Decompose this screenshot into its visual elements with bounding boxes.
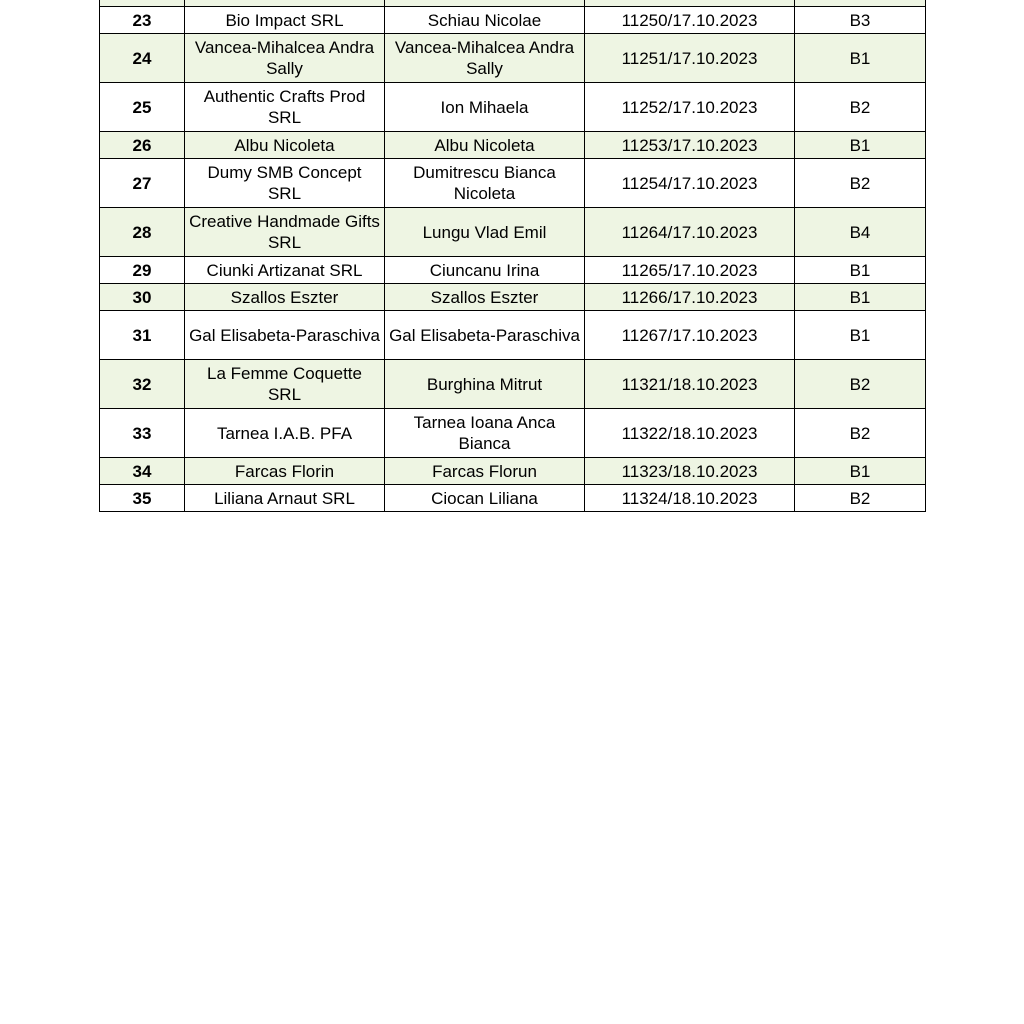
company-name-cell: Tarnea I.A.B. PFA: [185, 409, 385, 458]
company-name-cell: Dumy SMB Concept SRL: [185, 159, 385, 208]
row-number-cell: 28: [100, 208, 185, 257]
category-cell: B1: [795, 311, 926, 360]
row-number-cell: 33: [100, 409, 185, 458]
registration-number-cell: 11324/18.10.2023: [585, 485, 795, 512]
representative-cell: Ciuncanu Irina: [385, 257, 585, 284]
representative-cell: Tarnea Ioana Anca Bianca: [385, 409, 585, 458]
company-name-cell: Authentic Crafts Prod SRL: [185, 83, 385, 132]
registration-number-cell: 11265/17.10.2023: [585, 257, 795, 284]
row-number-cell: 27: [100, 159, 185, 208]
table-row: [100, 132, 926, 159]
registration-number-cell: 11254/17.10.2023: [585, 159, 795, 208]
registration-number-cell: 11323/18.10.2023: [585, 458, 795, 485]
row-number-cell: 31: [100, 311, 185, 360]
company-name-cell: Ciunki Artizanat SRL: [185, 257, 385, 284]
category-cell: B1: [795, 34, 926, 83]
row-number-cell: 23: [100, 7, 185, 34]
category-cell: B1: [795, 132, 926, 159]
registration-number-cell: 11321/18.10.2023: [585, 360, 795, 409]
category-cell: B2: [795, 485, 926, 512]
table-row: [100, 83, 926, 132]
table-row: [100, 360, 926, 409]
representative-cell: Ciocan Liliana: [385, 485, 585, 512]
row-number-cell: 26: [100, 132, 185, 159]
row-number-cell: 32: [100, 360, 185, 409]
category-cell: B3: [795, 7, 926, 34]
category-cell: B1: [795, 458, 926, 485]
category-cell: B2: [795, 360, 926, 409]
table-row: [100, 7, 926, 34]
company-name-cell: Bio Impact SRL: [185, 7, 385, 34]
category-cell: B2: [795, 409, 926, 458]
row-number-cell: 24: [100, 34, 185, 83]
participants-table: [99, 0, 926, 512]
row-number-cell: 35: [100, 485, 185, 512]
representative-cell: Albu Nicoleta: [385, 132, 585, 159]
category-cell: B4: [795, 208, 926, 257]
registration-number-cell: 11322/18.10.2023: [585, 409, 795, 458]
row-number-cell: 29: [100, 257, 185, 284]
registration-number-cell: 11250/17.10.2023: [585, 7, 795, 34]
table-row: [100, 311, 926, 360]
table-row: [100, 458, 926, 485]
representative-cell: Dumitrescu Bianca Nicoleta: [385, 159, 585, 208]
company-name-cell: Albu Nicoleta: [185, 132, 385, 159]
table-row: [100, 257, 926, 284]
representative-cell: Lungu Vlad Emil: [385, 208, 585, 257]
row-number-cell: 25: [100, 83, 185, 132]
table-row: [100, 284, 926, 311]
company-name-cell: Creative Handmade Gifts SRL: [185, 208, 385, 257]
registration-number-cell: 11253/17.10.2023: [585, 132, 795, 159]
table-row: [100, 409, 926, 458]
table-row: [100, 159, 926, 208]
registration-number-cell: 11251/17.10.2023: [585, 34, 795, 83]
registration-number-cell: 11252/17.10.2023: [585, 83, 795, 132]
representative-cell: Vancea-Mihalcea Andra Sally: [385, 34, 585, 83]
representative-cell: Szallos Eszter: [385, 284, 585, 311]
company-name-cell: Vancea-Mihalcea Andra Sally: [185, 34, 385, 83]
company-name-cell: Farcas Florin: [185, 458, 385, 485]
registration-number-cell: 11267/17.10.2023: [585, 311, 795, 360]
representative-cell: Farcas Florun: [385, 458, 585, 485]
participants-table-container: [99, 0, 925, 512]
registration-number-cell: 11266/17.10.2023: [585, 284, 795, 311]
company-name-cell: La Femme Coquette SRL: [185, 360, 385, 409]
representative-cell: Schiau Nicolae: [385, 7, 585, 34]
category-cell: B2: [795, 83, 926, 132]
table-row: [100, 208, 926, 257]
row-number-cell: 30: [100, 284, 185, 311]
registration-number-cell: 11264/17.10.2023: [585, 208, 795, 257]
table-row: [100, 34, 926, 83]
company-name-cell: Szallos Eszter: [185, 284, 385, 311]
representative-cell: Ion Mihaela: [385, 83, 585, 132]
category-cell: B1: [795, 284, 926, 311]
representative-cell: Gal Elisabeta-Paraschiva: [385, 311, 585, 360]
category-cell: B2: [795, 159, 926, 208]
row-number-cell: 34: [100, 458, 185, 485]
representative-cell: Burghina Mitrut: [385, 360, 585, 409]
company-name-cell: Liliana Arnaut SRL: [185, 485, 385, 512]
category-cell: B1: [795, 257, 926, 284]
table-body: [100, 0, 926, 512]
table-row: [100, 485, 926, 512]
company-name-cell: Gal Elisabeta-Paraschiva: [185, 311, 385, 360]
